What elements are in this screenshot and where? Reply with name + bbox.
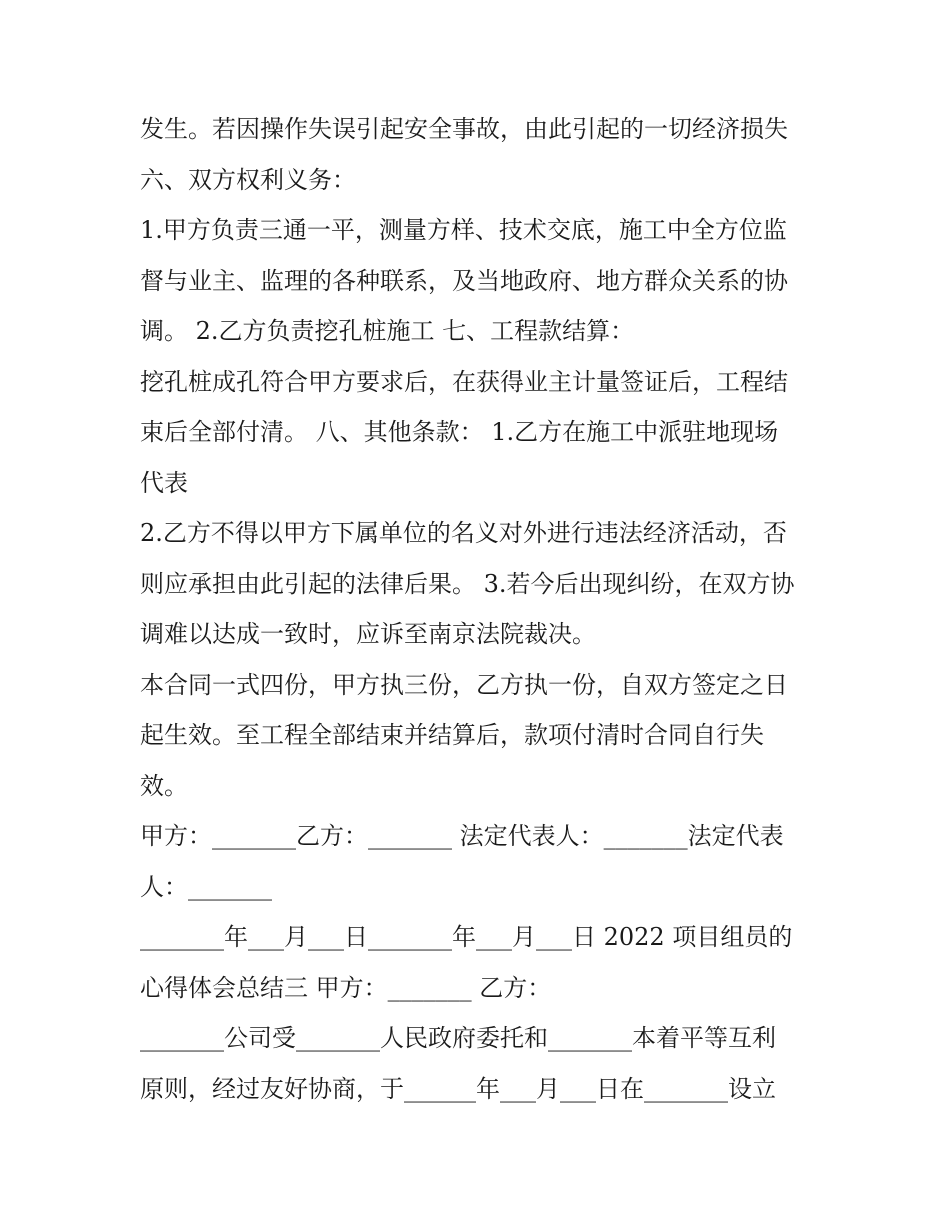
text-line: 本合同一式四份，甲方执三份，乙方执一份，自双方签定之日 (140, 670, 788, 699)
text-line: 效。 (140, 771, 188, 800)
text-line: 调。 2.乙方负责挖孔桩施工 七、工程款结算： (140, 317, 635, 345)
text-line: 心得体会总结三 甲方：_______ 乙方： (140, 973, 552, 1002)
text-line: 代表 (140, 468, 188, 497)
text-line: 挖孔桩成孔符合甲方要求后，在获得业主计量签证后，工程结 (140, 367, 788, 396)
text-line: 督与业主、监理的各种联系，及当地政府、地方群众关系的协 (140, 266, 788, 295)
text-line: 起生效。至工程全部结束并结算后，款项付清时合同自行失 (140, 721, 764, 749)
text-line: _______公司受_______人民政府委托和_______本着平等互利 (140, 1024, 776, 1052)
text-line: 1.甲方负责三通一平，测量方样、技术交底，施工中全方位监 (140, 216, 787, 244)
text-line: 2.乙方不得以甲方下属单位的名义对外进行违法经济活动，否 (140, 519, 787, 547)
signature-line: 甲方：_______乙方：_______ 法定代表人：_______法定代表 (140, 822, 784, 850)
text-line: 调难以达成一致时，应诉至南京法院裁决。 (140, 620, 596, 648)
section-heading-rights-obligations: 六、双方权利义务： (140, 165, 356, 194)
date-line: _______年___月___日_______年___月___日 2022 项目组员的 (140, 923, 793, 951)
text-line: 发生。若因操作失误引起安全事故，由此引起的一切经济损失 (140, 115, 788, 143)
document-body (140, 104, 820, 1114)
signature-line: 人：_______ (140, 872, 272, 901)
text-line: 原则，经过友好协商，于______年___月___日在_______设立 (140, 1074, 776, 1103)
text-line: 则应承担由此引起的法律后果。 3.若今后出现纠纷，在双方协 (140, 569, 795, 598)
text-line: 束后全部付清。 八、其他条款： 1.乙方在施工中派驻地现场 (140, 418, 779, 446)
